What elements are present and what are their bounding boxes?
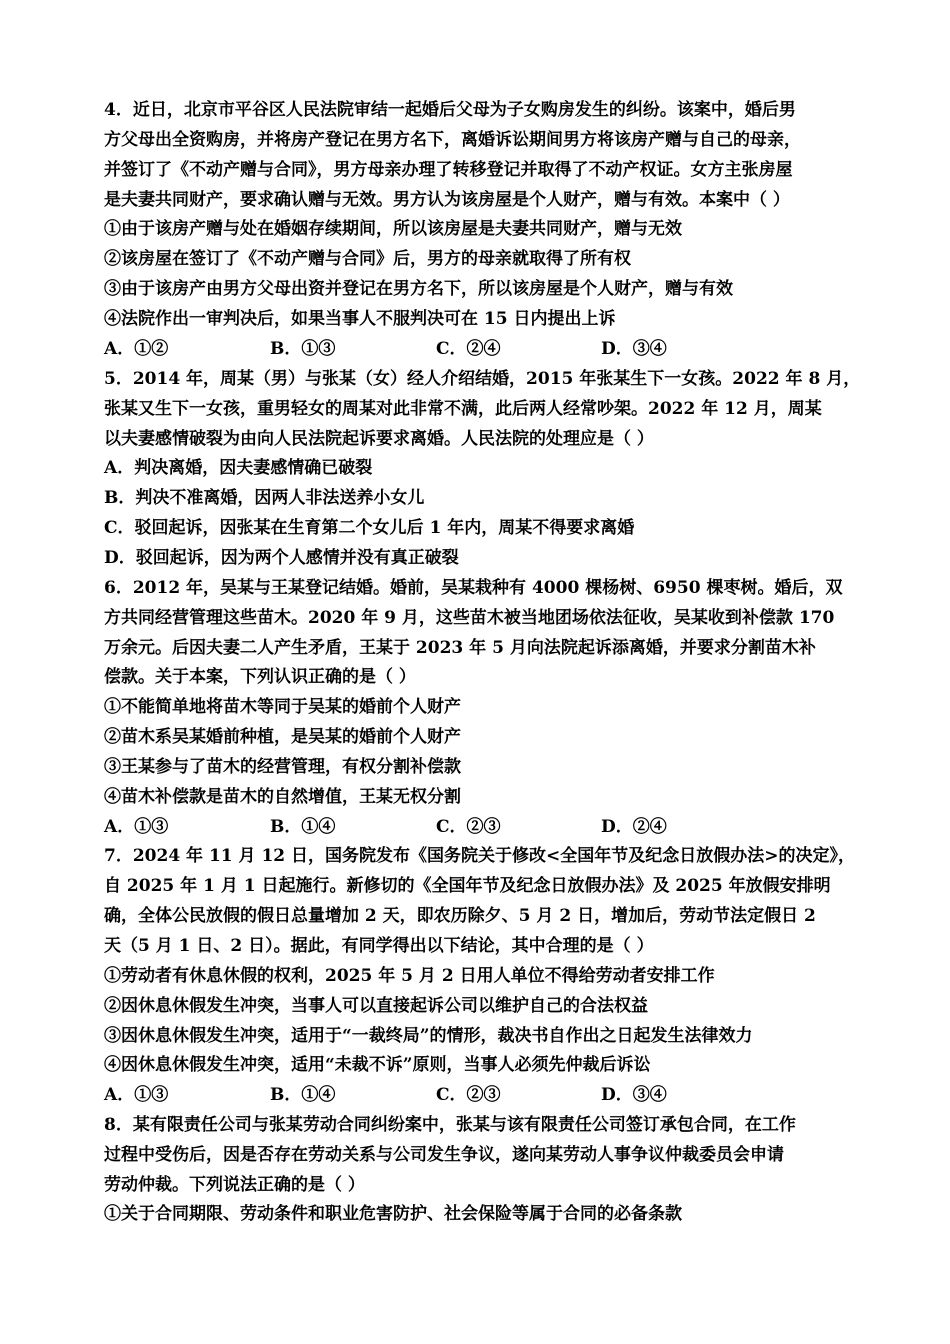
q6-line-2: 方共同经营管理这些苗木。2020 年 9 月，这些苗木被当地团场依法征收，吴某收到补偿款 170 bbox=[104, 608, 835, 628]
q5-option-a[interactable]: A．判决离婚，因夫妻感情确已破裂 bbox=[104, 458, 373, 478]
q8-statement-1: ①关于合同期限、劳动条件和职业危害防护、社会保险等属于合同的必备条款 bbox=[104, 1204, 682, 1224]
q5-option-b[interactable]: B．判决不准离婚，因两人非法送养小女儿 bbox=[104, 488, 425, 508]
q7-statement-2: ②因休息休假发生冲突，当事人可以直接起诉公司以维护自己的合法权益 bbox=[104, 996, 648, 1016]
q6-options bbox=[104, 812, 804, 842]
q6-line-1: 6．2012 年，吴某与王某登记结婚。婚前，吴某栽种有 4000 棵杨树、6950 棵枣树。婚后，双 bbox=[104, 578, 843, 598]
q6-option-c[interactable]: C．②③ bbox=[436, 817, 501, 837]
q5-option-d[interactable]: D．驳回起诉，因为两个人感情并没有真正破裂 bbox=[104, 548, 459, 568]
q4-option-b[interactable]: B．①③ bbox=[270, 339, 336, 359]
q7-line-2: 自 2025 年 1 月 1 日起施行。新修切的《全国年节及纪念日放假办法》及 2025 年放假安排明 bbox=[104, 876, 831, 896]
q7-line-4: 天（5 月 1 日、2 日）。据此，有同学得出以下结论，其中合理的是（ ） bbox=[104, 936, 654, 956]
q7-options bbox=[104, 1080, 804, 1110]
q7-option-d[interactable]: D．③④ bbox=[601, 1085, 667, 1105]
q7-option-a[interactable]: A．①③ bbox=[104, 1085, 169, 1105]
q7-option-c[interactable]: C．②③ bbox=[436, 1085, 501, 1105]
q7-statement-3: ③因休息休假发生冲突，适用于“一裁终局”的情形，裁决书自作出之日起发生法律效力 bbox=[104, 1026, 753, 1046]
q7-line-1: 7．2024 年 11 月 12 日，国务院发布《国务院关于修改<全国年节及纪念日放假办法>的决定》， bbox=[104, 846, 856, 866]
q6-line-4: 偿款。关于本案，下列认识正确的是（ ） bbox=[104, 667, 416, 687]
q6-option-d[interactable]: D．②④ bbox=[601, 817, 667, 837]
q8-line-1: 8．某有限责任公司与张某劳动合同纠纷案中，张某与该有限责任公司签订承包合同，在工作 bbox=[104, 1115, 796, 1135]
q4-line-2: 方父母出全资购房，并将房产登记在男方名下，离婚诉讼期间男方将该房产赠与自己的母亲， bbox=[104, 130, 801, 150]
q4-statement-2: ②该房屋在签订了《不动产赠与合同》后，男方的母亲就取得了所有权 bbox=[104, 249, 631, 269]
q4-option-c[interactable]: C．②④ bbox=[436, 339, 501, 359]
q6-statement-2: ②苗木系吴某婚前种植，是吴某的婚前个人财产 bbox=[104, 727, 461, 747]
q4-statement-4: ④法院作出一审判决后，如果当事人不服判决可在 15 日内提出上诉 bbox=[104, 309, 616, 329]
q4-statement-1: ①由于该房产赠与处在婚姻存续期间，所以该房屋是夫妻共同财产，赠与无效 bbox=[104, 219, 682, 239]
q4-option-a[interactable]: A．①② bbox=[104, 339, 169, 359]
q6-line-3: 万余元。后因夫妻二人产生矛盾，王某于 2023 年 5 月向法院起诉添离婚，并要求分割苗木补 bbox=[104, 638, 816, 658]
q4-options bbox=[104, 334, 804, 364]
q5-line-2: 张某又生下一女孩，重男轻女的周某对此非常不满，此后两人经常吵架。2022 年 12 月，周某 bbox=[104, 399, 822, 419]
q6-option-a[interactable]: A．①③ bbox=[104, 817, 169, 837]
q8-line-3: 劳动仲裁。下列说法正确的是（ ） bbox=[104, 1175, 365, 1195]
q8-line-2: 过程中受伤后，因是否存在劳动关系与公司发生争议，遂向某劳动人事争议仲裁委员会申请 bbox=[104, 1145, 784, 1165]
q4-statement-3: ③由于该房产由男方父母出资并登记在男方名下，所以该房屋是个人财产，赠与有效 bbox=[104, 279, 733, 299]
q6-statement-3: ③王某参与了苗木的经营管理，有权分割补偿款 bbox=[104, 757, 461, 777]
q6-statement-1: ①不能简单地将苗木等同于吴某的婚前个人财产 bbox=[104, 697, 461, 717]
q5-line-1: 5．2014 年，周某（男）与张某（女）经人介绍结婚，2015 年张某生下一女孩。2022 年 8 月， bbox=[104, 369, 861, 389]
q6-statement-4: ④苗木补偿款是苗木的自然增值，王某无权分割 bbox=[104, 787, 461, 807]
q7-statement-4: ④因休息休假发生冲突，适用“未裁不诉”原则，当事人必须先仲裁后诉讼 bbox=[104, 1055, 651, 1075]
q7-line-3: 确，全体公民放假的假日总量增加 2 天，即农历除夕、5 月 2 日，增加后，劳动节法定假日 2 bbox=[104, 906, 816, 926]
q4-option-d[interactable]: D．③④ bbox=[601, 339, 667, 359]
q7-statement-1: ①劳动者有休息休假的权利，2025 年 5 月 2 日用人单位不得给劳动者安排工作 bbox=[104, 966, 715, 986]
q6-option-b[interactable]: B．①④ bbox=[270, 817, 336, 837]
q4-line-3: 并签订了《不动产赠与合同》，男方母亲办理了转移登记并取得了不动产权证。女方主张房屋 bbox=[104, 160, 793, 180]
q4-line-4: 是夫妻共同财产，要求确认赠与无效。男方认为该房屋是个人财产，赠与有效。本案中（ ） bbox=[104, 190, 790, 210]
q5-line-3: 以夫妻感情破裂为由向人民法院起诉要求离婚。人民法院的处理应是（ ） bbox=[104, 429, 654, 449]
q5-option-c[interactable]: C．驳回起诉，因张某在生育第二个女儿后 1 年内，周某不得要求离婚 bbox=[104, 518, 635, 538]
q7-option-b[interactable]: B．①④ bbox=[270, 1085, 336, 1105]
q4-line-1: 4．近日，北京市平谷区人民法院审结一起婚后父母为子女购房发生的纠纷。该案中，婚后男 bbox=[104, 100, 796, 120]
